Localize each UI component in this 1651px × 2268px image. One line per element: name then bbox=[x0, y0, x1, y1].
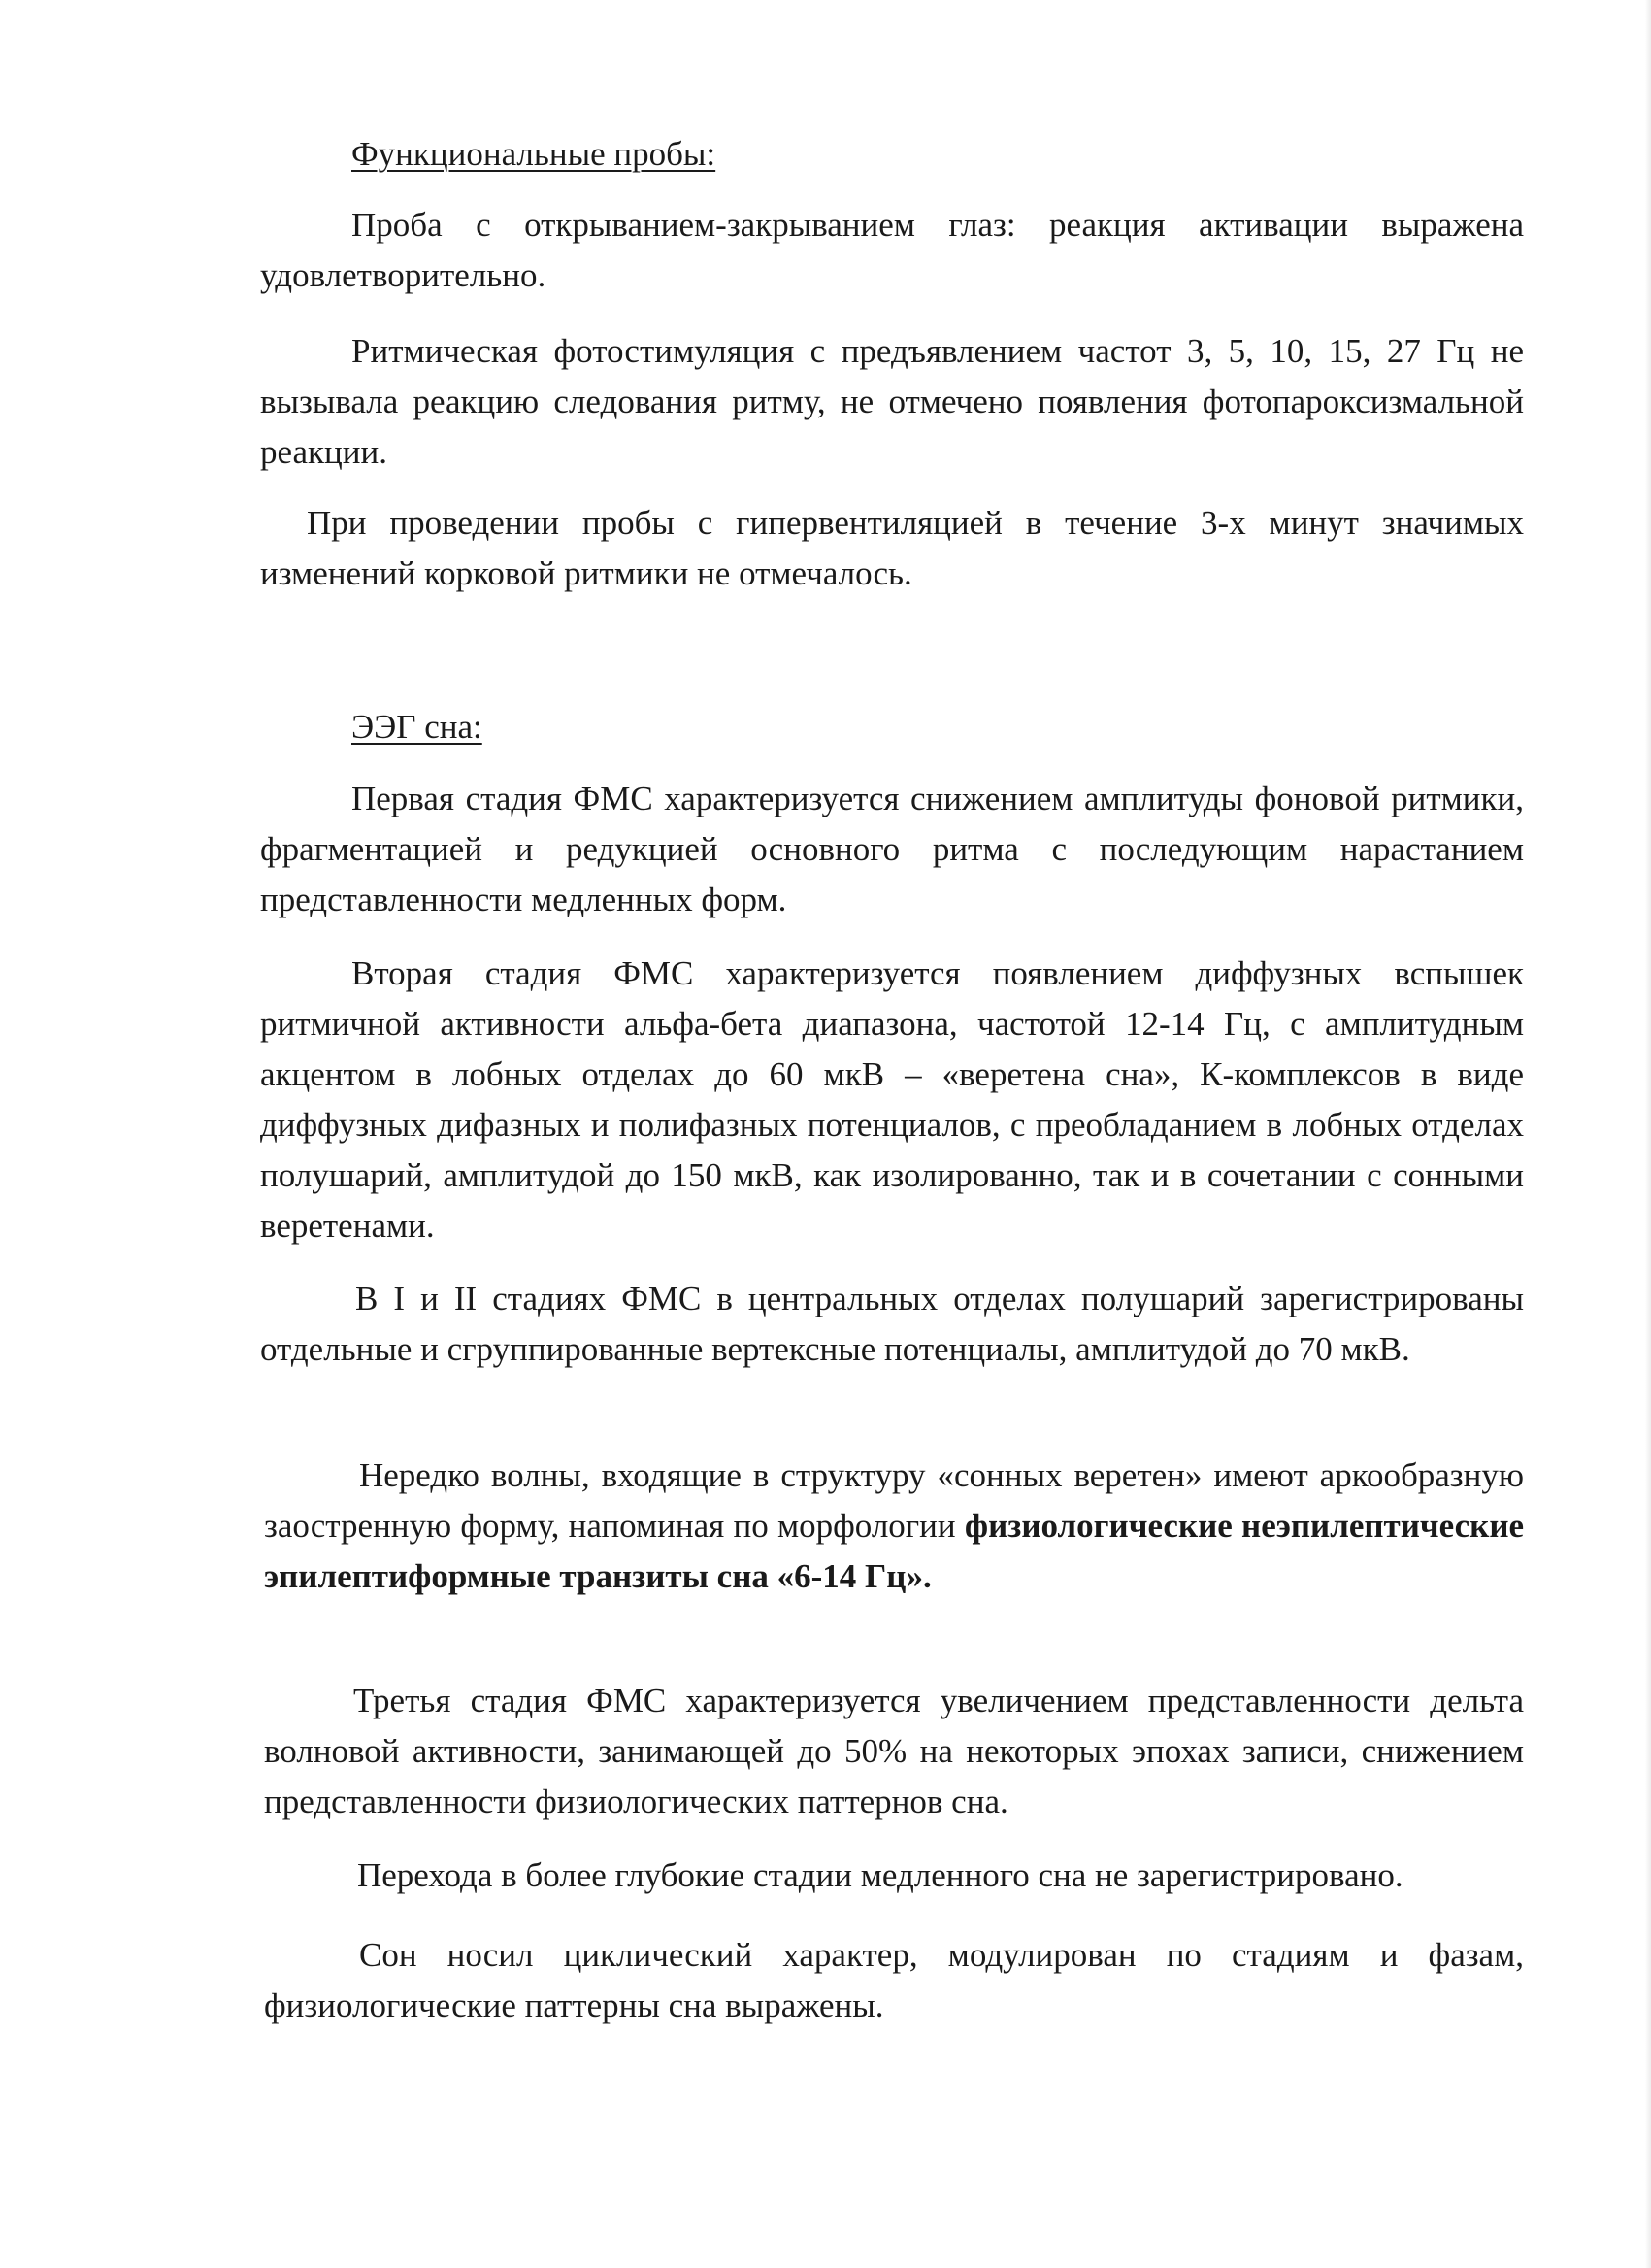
paragraph-sleep-cycle: Сон носил циклический характер, модулирован по стадиям и фазам, физиологические паттерны сна выражены. bbox=[264, 1936, 1524, 2024]
paragraph-third-stage: Третья стадия ФМС характеризуется увеличением представленности дельта волновой активности, занимающей до 50% на некоторых эпохах записи, снижением представленности физиологических паттернов сна. bbox=[264, 1682, 1524, 1820]
heading-sleep-eeg: ЭЭГ сна: bbox=[351, 708, 482, 746]
paragraph-sleep-spindles-morphology bbox=[264, 1451, 1524, 1602]
paragraph-vertex-potentials: В I и II стадиях ФМС в центральных отделах полушарий зарегистрированы отдельные и сгруппированные вертексные потенциалы, амплитудой до 70 мкВ. bbox=[260, 1280, 1524, 1368]
paragraph-first-stage: Первая стадия ФМС характеризуется снижением амплитуды фоновой ритмики, фрагментацией и редукцией основного ритма с последующим нарастанием представленности медленных форм. bbox=[260, 780, 1524, 918]
paragraph-photostimulation: Ритмическая фотостимуляция с предъявлением частот 3, 5, 10, 15, 27 Гц не вызывала реакцию следования ритму, не отмечено появления фотопароксизмальной реакции. bbox=[260, 332, 1524, 471]
paragraph-hyperventilation: При проведении пробы с гипервентиляцией в течение 3-х минут значимых изменений корковой ритмики не отмечалось. bbox=[260, 504, 1524, 592]
scan-edge-shadow bbox=[1645, 0, 1651, 2268]
paragraph-second-stage: Вторая стадия ФМС характеризуется появлением диффузных вспышек ритмичной активности альфа-бета диапазона, частотой 12-14 Гц, с амплитудным акцентом в лобных отделах до 60 мкВ – «веретена сна», К-комплексов в виде диффузных дифазных и полифазных потенциалов, с преобладанием в лобных отделах полушарий, амплитудой до 150 мкВ, как изолированно, так и в сочетании с сонными веретенами. bbox=[260, 954, 1524, 1245]
paragraph-eye-opening-test: Проба с открыванием-закрыванием глаз: реакция активации выражена удовлетворительно. bbox=[260, 206, 1524, 294]
paragraph-no-deep-stages: Перехода в более глубокие стадии медленного сна не зарегистрировано. bbox=[357, 1856, 1403, 1894]
bold-transients-phrase: физиологические неэпилептические эпилептиформные транзиты сна «6-14 Гц». bbox=[264, 1507, 1525, 1595]
heading-functional-tests: Функциональные пробы: bbox=[351, 135, 716, 173]
paragraph-sleep-spindles-text: Нередко волны, входящие в структуру «сонных веретен» имеют аркообразную заостренную форму, напоминая по морфологии bbox=[264, 1456, 1524, 1545]
